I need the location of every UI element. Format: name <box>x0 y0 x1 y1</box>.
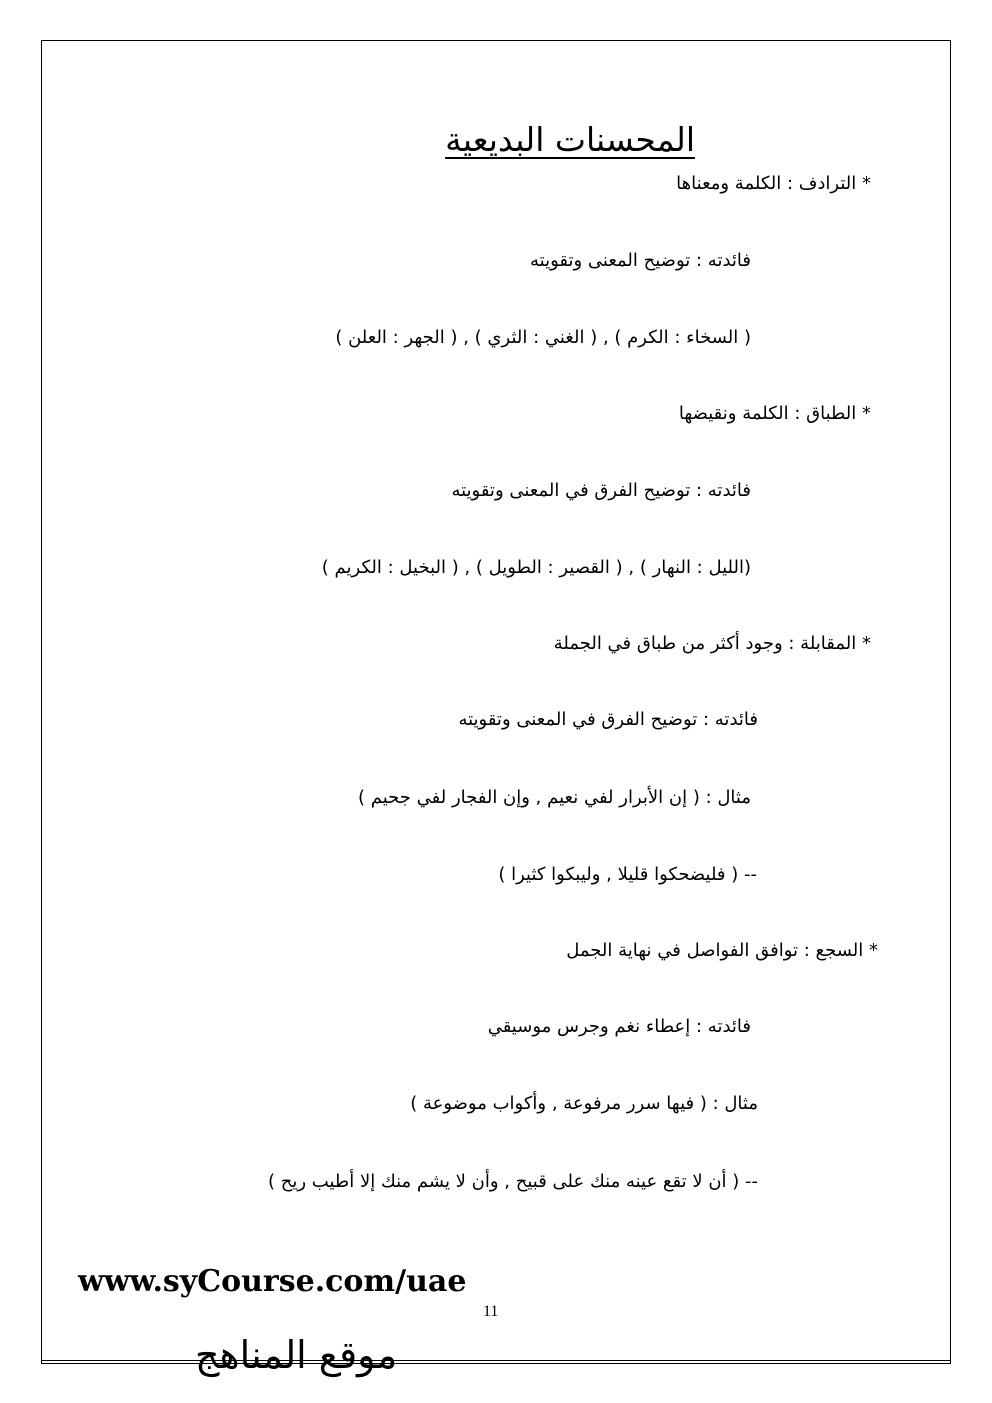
site-logo: موقع المناهج <box>195 1333 398 1377</box>
page-number: 11 <box>483 1303 499 1320</box>
section-example-antithesis: (الليل : النهار ) , ( القصير : الطويل ) , ( البخيل : الكريم ) <box>321 557 751 578</box>
website-link[interactable]: www.syCourse.com/uae <box>78 1264 467 1299</box>
section-example-rhyme-1: مثال : ( فيها سرر مرفوعة , وأكواب موضوعة ) <box>410 1093 758 1114</box>
section-heading-synonymy: * الترادف : الكلمة ومعناها <box>676 173 871 194</box>
section-example-synonymy: ( السخاء : الكرم ) , ( الغني : الثري ) , ( الجهر : العلن ) <box>335 327 751 348</box>
section-benefit-rhyme: فائدته : إعطاء نغم وجرس موسيقي <box>487 1016 751 1037</box>
section-benefit-synonymy: فائدته : توضيح المعنى وتقويته <box>529 250 751 271</box>
section-heading-antithesis: * الطباق : الكلمة ونقيضها <box>678 403 871 424</box>
top-rule <box>41 40 951 41</box>
section-heading-rhyme: * السجع : توافق الفواصل في نهاية الجمل <box>566 940 878 961</box>
section-benefit-antithesis: فائدته : توضيح الفرق في المعنى وتقويته <box>451 480 751 501</box>
section-example-contrast-1: مثال : ( إن الأبرار لفي نعيم , وإن الفجار لفي جحيم ) <box>358 787 751 808</box>
section-heading-contrast: * المقابلة : وجود أكثر من طباق في الجملة <box>553 633 871 654</box>
page-frame <box>41 40 951 1363</box>
section-benefit-contrast: فائدته : توضيح الفرق في المعنى وتقويته <box>458 709 758 730</box>
section-example-contrast-2: -- ( فليضحكوا قليلا , وليبكوا كثيرا ) <box>498 864 757 885</box>
bottom-rule <box>41 1360 951 1364</box>
section-example-rhyme-2: -- ( أن لا تقع عينه منك على قبيح , وأن لا يشم منك إلا أطيب ريح ) <box>268 1171 758 1192</box>
page-title: المحسنات البديعية <box>445 120 695 159</box>
